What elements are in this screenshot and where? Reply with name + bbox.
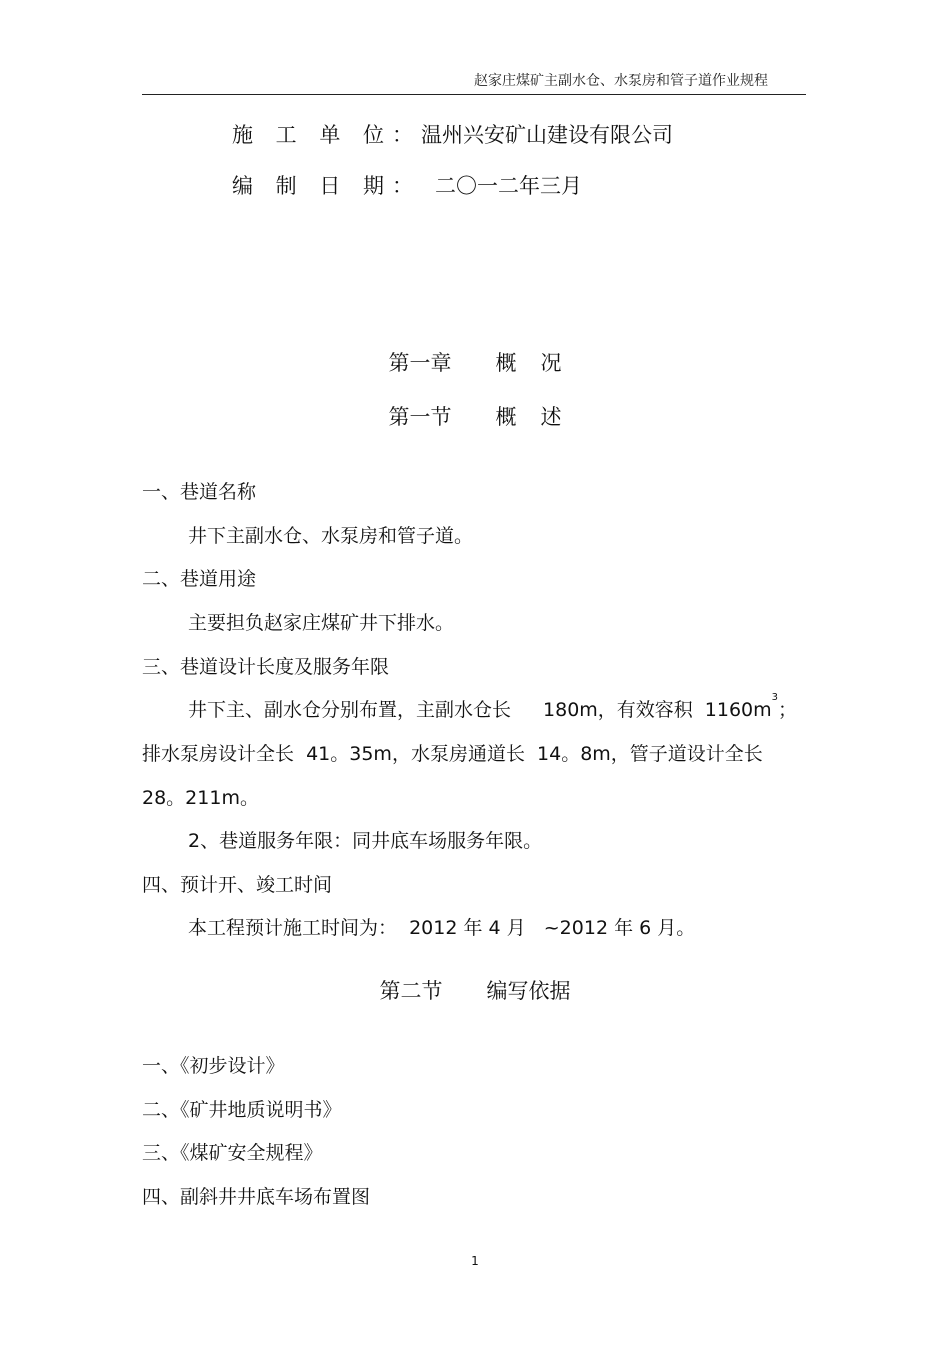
running-header: 赵家庄煤矿主副水仓、水泵房和管子道作业规程 <box>474 73 768 89</box>
section1-title-2: 述 <box>540 405 562 429</box>
section2-number: 第二节 <box>379 979 443 1003</box>
item3-line1-part1: 井下主、副水仓分别布置，主副水仓长 <box>188 699 512 721</box>
item4-body: 本工程预计施工时间为： 2012 年 4 月 ~2012 年 6 月。 <box>188 917 696 939</box>
item3-line3: 28。211m。 <box>142 787 259 809</box>
construction-unit-line <box>232 119 673 149</box>
item3-line1-part3: 1160m <box>704 699 772 721</box>
cubic-superscript: 3 <box>771 692 779 703</box>
item3-line2: 排水泵房设计全长 41。35m，水泵房通道长 14。8m，管子道设计全长 <box>142 743 763 765</box>
item3-line1-part4: ； <box>778 699 798 721</box>
section1-title-1: 概 <box>495 405 517 429</box>
item4-title: 四、预计开、竣工时间 <box>142 874 333 896</box>
construction-unit-value: 温州兴安矿山建设有限公司 <box>421 123 674 147</box>
item1-title: 一、巷道名称 <box>142 481 257 503</box>
section2-heading <box>0 975 950 1005</box>
basis-item: 四、副斜井井底车场布置图 <box>142 1186 371 1208</box>
chapter-number: 第一章 <box>388 351 452 375</box>
item3-line4: 2、巷道服务年限：同井底车场服务年限。 <box>188 830 543 852</box>
section1-number: 第一节 <box>388 405 452 429</box>
chapter-heading <box>0 347 950 377</box>
page-number: 1 <box>471 1254 479 1268</box>
basis-item: 一、《初步设计》 <box>142 1055 285 1077</box>
basis-item: 三、《煤矿安全规程》 <box>142 1142 323 1164</box>
compile-date-value: 二〇一二年三月 <box>435 174 583 198</box>
item3-line1-part2: 180m，有效容积 <box>543 699 693 721</box>
item2-body: 主要担负赵家庄煤矿井下排水。 <box>188 612 455 634</box>
chapter-title-1: 概 <box>495 351 517 375</box>
compile-date-line <box>232 170 582 200</box>
chapter-title-2: 况 <box>540 351 562 375</box>
compile-date-label: 编 制 日 期： <box>232 174 422 198</box>
construction-unit-label: 施 工 单 位： <box>232 123 422 147</box>
item3-line1 <box>188 692 798 722</box>
item3-title: 三、巷道设计长度及服务年限 <box>142 656 390 678</box>
section1-heading <box>0 401 950 431</box>
basis-item: 二、《矿井地质说明书》 <box>142 1099 342 1121</box>
item2-title: 二、巷道用途 <box>142 568 257 590</box>
item1-body: 井下主副水仓、水泵房和管子道。 <box>188 525 474 547</box>
header-rule <box>142 94 806 95</box>
section2-title: 编写依据 <box>486 979 571 1003</box>
